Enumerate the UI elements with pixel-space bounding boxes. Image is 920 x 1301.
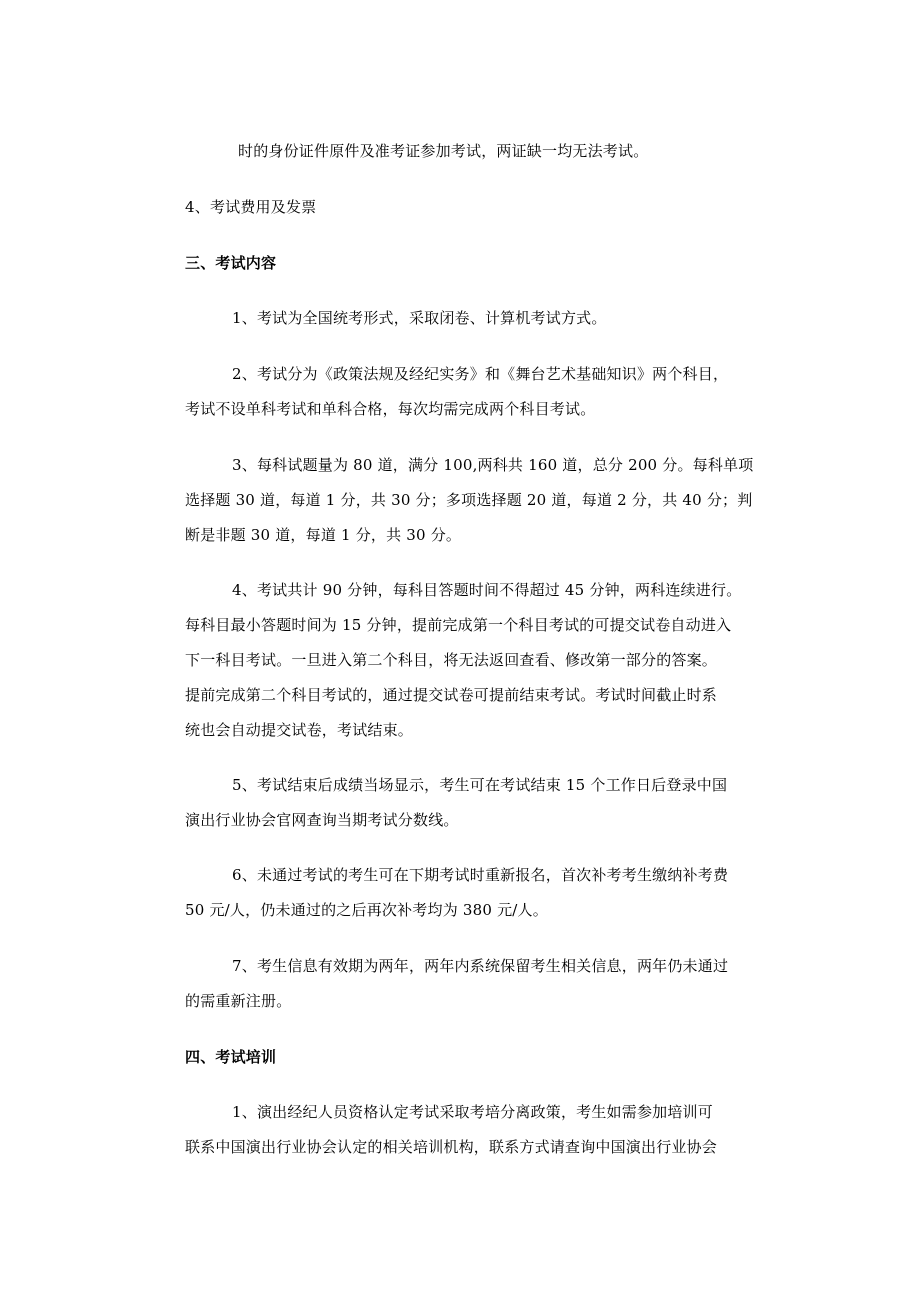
exam-content-item-4-line-1: 4、考试共计 90 分钟，每科目答题时间不得超过 45 分钟，两科连续进行。: [232, 581, 742, 599]
exam-content-item-4-line-5: 统也会自动提交试卷，考试结束。: [185, 721, 414, 739]
exam-content-item-3-line-1: 3、每科试题量为 80 道，满分 100,两科共 160 道，总分 200 分。每科单项: [232, 456, 754, 474]
exam-training-item-1-line-1: 1、演出经纪人员资格认定考试采取考培分离政策，考生如需参加培训可: [232, 1103, 713, 1121]
exam-content-item-4-line-2: 每科目最小答题时间为 15 分钟，提前完成第一个科目考试的可提交试卷自动进入: [185, 616, 732, 634]
exam-content-item-3-line-2: 选择题 30 道，每道 1 分，共 30 分；多项选择题 20 道，每道 2 分，共 40 分；判: [185, 491, 753, 509]
exam-content-item-2-line-1: 2、考试分为《政策法规及经纪实务》和《舞台艺术基础知识》两个科目，: [232, 365, 729, 383]
exam-content-item-7-line-1: 7、考生信息有效期为两年，两年内系统保留考生相关信息，两年仍未通过: [232, 957, 729, 975]
exam-content-item-4-line-3: 下一科目考试。一旦进入第二个科目，将无法返回查看、修改第一部分的答案。: [185, 651, 718, 669]
exam-content-item-5-line-2: 演出行业协会官网查询当期考试分数线。: [185, 811, 459, 829]
exam-content-item-5-line-1: 5、考试结束后成绩当场显示，考生可在考试结束 15 个工作日后登录中国: [232, 776, 728, 794]
exam-content-item-3-line-3: 断是非题 30 道，每道 1 分，共 30 分。: [185, 526, 462, 544]
section-heading-exam-content: 三、考试内容: [185, 254, 277, 272]
section-heading-exam-training: 四、考试培训: [185, 1048, 277, 1066]
exam-training-item-1-line-2: 联系中国演出行业协会认定的相关培训机构，联系方式请查询中国演出行业协会: [185, 1138, 718, 1156]
exam-content-item-6-line-2: 50 元/人，仍未通过的之后再次补考均为 380 元/人。: [185, 901, 548, 919]
exam-content-item-2-line-2: 考试不设单科考试和单科合格，每次均需完成两个科目考试。: [185, 400, 596, 418]
exam-content-item-6-line-1: 6、未通过考试的考生可在下期考试时重新报名，首次补考考生缴纳补考费: [232, 866, 729, 884]
exam-content-item-7-line-2: 的需重新注册。: [185, 992, 292, 1010]
exam-content-item-4-line-4: 提前完成第二个科目考试的，通过提交试卷可提前结束考试。考试时间截止时系: [185, 686, 718, 704]
exam-content-item-1: 1、考试为全国统考形式，采取闭卷、计算机考试方式。: [232, 309, 607, 327]
item-exam-fees: 4、考试费用及发票: [185, 198, 317, 216]
paragraph-continuation: 时的身份证件原件及准考证参加考试，两证缺一均无法考试。: [238, 142, 649, 160]
